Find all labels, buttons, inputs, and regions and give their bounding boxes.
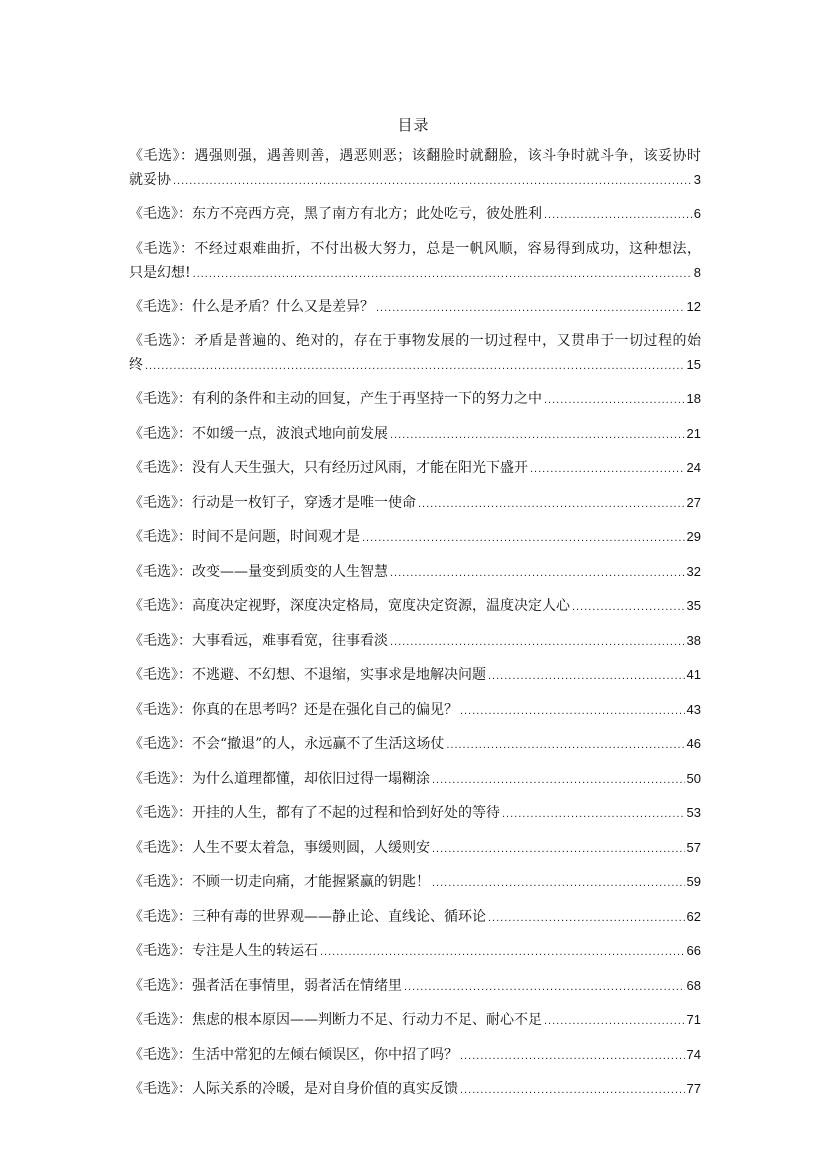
toc-page-number: 6 bbox=[693, 206, 701, 221]
toc-page-number: 68 bbox=[686, 977, 701, 993]
toc-entry[interactable] bbox=[129, 525, 701, 550]
toc-entry-title: 《毛选》：不如缓一点，波浪式地向前发展 bbox=[129, 425, 388, 442]
toc-page-number: 43 bbox=[686, 701, 701, 717]
toc-entry[interactable] bbox=[129, 329, 701, 378]
dot-leader bbox=[488, 664, 685, 688]
toc-entry-title: 《毛选》：专注是人生的转运石 bbox=[129, 943, 318, 959]
dot-leader bbox=[362, 526, 685, 550]
toc-entry[interactable] bbox=[129, 801, 701, 826]
dot-leader bbox=[320, 940, 685, 964]
dot-leader bbox=[418, 492, 685, 516]
toc-entry-title: 《毛选》：人际关系的冷暖，是对自身价值的真实反馈 bbox=[129, 1081, 458, 1097]
toc-entry[interactable] bbox=[129, 456, 701, 481]
toc-entry[interactable] bbox=[129, 905, 701, 930]
toc-entry-title: 《毛选》：三种有毒的世界观——静止论、直线论、循环论 bbox=[129, 908, 486, 925]
toc-entry-title: 《毛选》：改变——量变到质变的人生智慧 bbox=[129, 563, 388, 580]
dot-leader bbox=[432, 871, 685, 895]
toc-page-number: 35 bbox=[686, 598, 701, 613]
toc-entry[interactable] bbox=[129, 1077, 701, 1102]
toc-page-number: 41 bbox=[686, 667, 701, 682]
toc-entry-title: 就妥协 bbox=[129, 172, 171, 188]
toc-entry-title: 《毛选》：时间不是问题，时间观才是 bbox=[129, 529, 360, 545]
dot-leader bbox=[460, 1044, 685, 1068]
dot-leader bbox=[572, 595, 685, 619]
toc-entry[interactable] bbox=[129, 594, 701, 619]
toc-page-number: 8 bbox=[693, 264, 701, 280]
toc-entry[interactable] bbox=[129, 698, 701, 723]
toc-entry-title-line: 《毛选》：遇强则强，遇善则善，遇恶则恶；该翻脸时就翻脸，该斗争时就斗争，该妥协时 bbox=[129, 148, 701, 164]
toc-page-number: 15 bbox=[686, 357, 701, 372]
toc-entry[interactable] bbox=[129, 870, 701, 895]
toc-entry-title: 《毛选》：什么是矛盾？什么又是差异？ bbox=[129, 298, 374, 315]
toc-page-number: 24 bbox=[686, 460, 701, 475]
dot-leader bbox=[544, 203, 692, 227]
dot-leader bbox=[390, 561, 685, 585]
dot-leader bbox=[530, 457, 685, 481]
toc-page-number: 53 bbox=[686, 805, 701, 820]
dot-leader bbox=[502, 802, 685, 826]
toc-page-number: 50 bbox=[686, 770, 701, 786]
toc-entry[interactable] bbox=[129, 1008, 701, 1033]
toc-page-number: 3 bbox=[693, 172, 701, 187]
toc-list bbox=[129, 144, 701, 1112]
toc-entry[interactable] bbox=[129, 144, 701, 193]
toc-entry[interactable] bbox=[129, 491, 701, 516]
toc-entry-title: 《毛选》：不会“撤退”的人，永远赢不了生活这场仗 bbox=[129, 736, 445, 752]
toc-entry-title: 《毛选》：行动是一枚钉子，穿透才是唯一使命 bbox=[129, 494, 416, 511]
toc-entry-title: 《毛选》：开挂的人生，都有了不起的过程和恰到好处的等待 bbox=[129, 805, 500, 821]
dot-leader bbox=[390, 423, 685, 447]
toc-page-number: 74 bbox=[686, 1046, 701, 1062]
toc-page-number: 59 bbox=[686, 874, 701, 889]
toc-entry-title: 《毛选》：东方不亮西方亮，黑了南方有北方；此处吃亏，彼处胜利 bbox=[129, 206, 542, 222]
toc-entry[interactable] bbox=[129, 767, 701, 792]
toc-entry[interactable] bbox=[129, 939, 701, 964]
toc-entry[interactable] bbox=[129, 629, 701, 654]
toc-entry-title-line: 《毛选》：不经过艰难曲折，不付出极大努力，总是一帆风顺，容易得到成功，这种想法， bbox=[129, 240, 701, 257]
toc-entry[interactable] bbox=[129, 1043, 701, 1068]
dot-leader bbox=[460, 1078, 685, 1102]
dot-leader bbox=[404, 975, 685, 999]
dot-leader bbox=[432, 837, 685, 861]
dot-leader bbox=[446, 733, 684, 757]
toc-page-number: 71 bbox=[686, 1012, 701, 1027]
toc-page-number: 12 bbox=[686, 298, 701, 314]
toc-page-number: 32 bbox=[686, 563, 701, 579]
toc-entry-title: 终 bbox=[129, 357, 143, 373]
toc-entry-title-line: 《毛选》：矛盾是普遍的、绝对的，存在于事物发展的一切过程中，又贯串于一切过程的始 bbox=[129, 333, 701, 349]
dot-leader bbox=[173, 169, 692, 193]
toc-entry-title: 《毛选》：不顾一切走向痛，才能握紧赢的钥匙！ bbox=[129, 874, 430, 890]
toc-page-number: 77 bbox=[686, 1081, 701, 1096]
dot-leader bbox=[390, 630, 685, 654]
toc-entry-title: 《毛选》：高度决定视野，深度决定格局，宽度决定资源，温度决定人心 bbox=[129, 598, 570, 614]
dot-leader bbox=[544, 1009, 685, 1033]
toc-page-number: 46 bbox=[686, 736, 701, 751]
toc-page-number: 21 bbox=[686, 425, 701, 441]
toc-entry[interactable] bbox=[129, 732, 701, 757]
toc-entry-title: 《毛选》：人生不要太着急，事缓则圆，人缓则安 bbox=[129, 839, 430, 856]
dot-leader bbox=[145, 354, 685, 378]
toc-entry-title: 《毛选》：你真的在思考吗？还是在强化自己的偏见？ bbox=[129, 701, 458, 718]
toc-page-number: 66 bbox=[686, 943, 701, 958]
toc-entry[interactable] bbox=[129, 663, 701, 688]
dot-leader bbox=[432, 768, 685, 792]
toc-entry[interactable] bbox=[129, 836, 701, 861]
toc-entry[interactable] bbox=[129, 974, 701, 999]
toc-entry-title: 《毛选》：没有人天生强大，只有经历过风雨，才能在阳光下盛开 bbox=[129, 460, 528, 476]
toc-entry-title: 《毛选》：生活中常犯的左倾右倾误区，你中招了吗？ bbox=[129, 1046, 458, 1063]
toc-entry[interactable] bbox=[129, 422, 701, 447]
dot-leader bbox=[544, 388, 685, 412]
toc-page-number: 18 bbox=[686, 391, 701, 406]
toc-entry-title: 《毛选》：不逃避、不幻想、不退缩，实事求是地解决问题 bbox=[129, 667, 486, 683]
toc-page-number: 27 bbox=[686, 494, 701, 510]
toc-entry-title: 《毛选》：焦虑的根本原因——判断力不足、行动力不足、耐心不足 bbox=[129, 1012, 542, 1028]
toc-entry-title: 《毛选》：有利的条件和主动的回复，产生于再坚持一下的努力之中 bbox=[129, 391, 542, 407]
toc-entry-title: 《毛选》：强者活在事情里，弱者活在情绪里 bbox=[129, 977, 402, 994]
dot-leader bbox=[488, 906, 685, 930]
toc-page-number: 62 bbox=[686, 908, 701, 924]
dot-leader bbox=[376, 296, 685, 320]
toc-entry[interactable] bbox=[129, 295, 701, 320]
toc-entry[interactable] bbox=[129, 237, 701, 286]
dot-leader bbox=[193, 262, 692, 286]
toc-entry[interactable] bbox=[129, 202, 701, 227]
toc-entry[interactable] bbox=[129, 560, 701, 585]
dot-leader bbox=[460, 699, 685, 723]
toc-entry-title: 只是幻想! bbox=[129, 264, 191, 281]
toc-entry-title: 《毛选》：为什么道理都懂，却依旧过得一塌糊涂 bbox=[129, 770, 430, 787]
toc-page-number: 29 bbox=[686, 529, 701, 544]
toc-page-number: 57 bbox=[686, 839, 701, 855]
toc-entry[interactable] bbox=[129, 387, 701, 412]
toc-entry-title: 《毛选》：大事看远，难事看宽，往事看淡 bbox=[129, 632, 388, 649]
toc-page-number: 38 bbox=[686, 632, 701, 648]
toc-title: 目录 bbox=[397, 116, 430, 134]
